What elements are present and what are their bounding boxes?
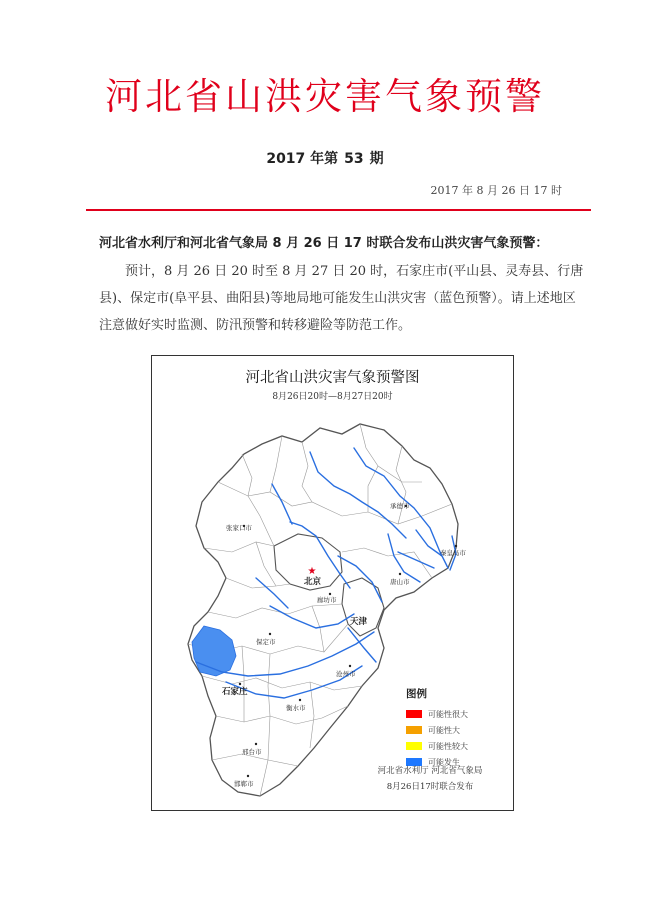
legend-item (406, 706, 506, 722)
warning-map (151, 355, 514, 811)
legend-label: 可能性较大 (428, 741, 468, 751)
legend-item (406, 722, 506, 738)
label-zhangjiakou: 张家口市 (226, 524, 252, 532)
label-tangshan: 唐山市 (390, 578, 410, 586)
legend-swatch-yellow (406, 742, 422, 750)
label-baoding: 保定市 (256, 638, 276, 646)
issue-date: 2017 年 8 月 26 日 17 时 (430, 184, 562, 197)
label-handan: 邯郸市 (234, 780, 254, 788)
beijing-star-icon: ★ (307, 566, 317, 577)
legend-label: 可能性大 (428, 725, 460, 735)
label-cangzhou: 沧州市 (336, 670, 356, 678)
bulletin-title: 河北省山洪灾害气象预警 (105, 75, 545, 118)
map-title: 河北省山洪灾害气象预警图 (245, 370, 420, 386)
legend-item (406, 738, 506, 754)
map-issuer (360, 763, 500, 795)
lead-sentence: 河北省水利厅和河北省气象局 8 月 26 日 17 时联合发布山洪灾害气象预警： (99, 236, 549, 251)
legend-swatch-orange (406, 726, 422, 734)
label-xingtai: 邢台市 (242, 748, 262, 756)
legend-title: 图例 (406, 688, 427, 700)
label-tianjin: 天津 (350, 617, 368, 627)
red-divider (86, 209, 591, 211)
label-qinhuangdao: 秦皇岛市 (440, 549, 466, 557)
issue-number: 53 (344, 151, 364, 167)
map-legend (406, 686, 506, 770)
warning-paragraph: 预计，8 月 26 日 20 时至 8 月 27 日 20 时，石家庄市(平山县、灵寿县、行唐县)、保定市(阜平县、曲阳县)等地局地可能发生山洪灾害（蓝色预警）。请上述地区注意做好实时监测、防汛预警和转移避险等防范工作。 (99, 264, 584, 333)
label-beijing: 北京 (304, 577, 322, 587)
issuer-line-1: 河北省水利厅 河北省气象局 (377, 766, 483, 776)
issue-line (0, 148, 650, 168)
issue-suffix: 期 (369, 151, 384, 167)
issuer-line-2: 8月26日17时联合发布 (386, 782, 474, 792)
label-langfang: 廊坊市 (317, 596, 337, 604)
map-subtitle: 8月26日20时—8月27日20时 (272, 392, 393, 402)
legend-label: 可能发生 (428, 757, 460, 767)
legend-swatch-red (406, 710, 422, 718)
issue-year: 2017 年第 (266, 151, 339, 167)
label-shijiazhuang: 石家庄 (222, 687, 248, 697)
legend-label: 可能性很大 (428, 709, 468, 719)
label-chengde: 承德市 (390, 502, 410, 510)
label-hengshui: 衡水市 (286, 704, 306, 712)
